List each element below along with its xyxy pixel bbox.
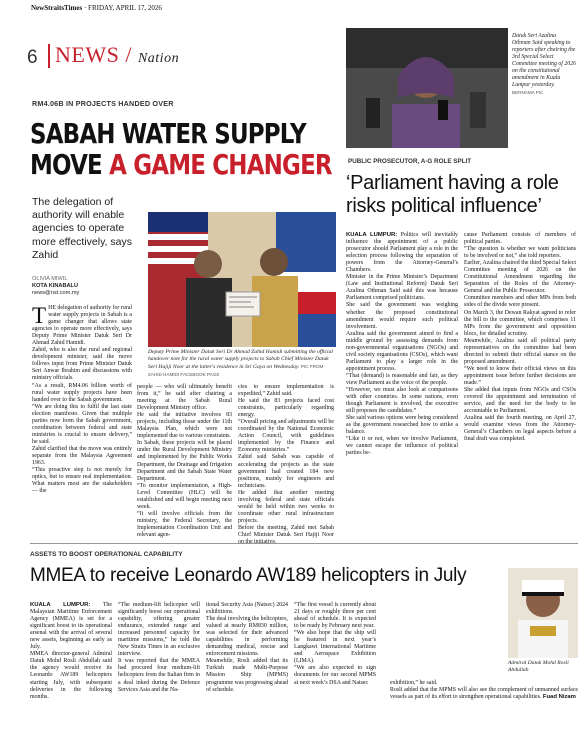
story2-col1-p: She said the government was weighing whether the proposed constitutional amendment would require such political involvement. xyxy=(346,302,458,330)
story1-headline-line2-red: A GAME CHANGER xyxy=(109,148,332,181)
story2-col1-p: “However, we must also look at comparisons with other countries. In some nations, even though Parliament is involved, the executive still proposes the candidates.” xyxy=(346,387,458,415)
story1-caption-credit: PIC FROM ZAHID HAMIDI FACEBOOK PAGE xyxy=(148,364,324,377)
story3-col4-p: “The first vessel is currently about 21 days or roughly three per cent ahead of schedule. It is expected to be ready by February next year. xyxy=(294,602,376,630)
story3-col3-p: tional Security Asia (Natsec) 2024 exhibitions. xyxy=(206,602,288,616)
story1-col2-p: In Sabah, these projects will be placed under the Rural Development Ministry and implemented by the Public Works Department, the Drainage and Irrigation Department and the Sabah State Water Department. xyxy=(137,440,232,482)
story1-kicker: RM4.06B IN PROJECTS HANDED OVER xyxy=(32,99,174,108)
story1-col1-p: “This proactive step is not merely for optics, but to ensure real implementation. What matters most are the stakeholders — the xyxy=(32,467,132,495)
byline-name: OLIVIA MIWIL xyxy=(32,276,68,282)
story1-col1-p: Zahid clarified that the move was entirely separate from the Malaysia Agreement 1963. xyxy=(32,445,132,467)
paper-name: NewStraitsTimes xyxy=(31,4,83,12)
masthead: NewStraitsTimes · FRIDAY, APRIL 17, 2026 xyxy=(31,4,162,12)
story3-headline: MMEA to receive Leonardo AW189 helicopters in July xyxy=(30,565,467,586)
story1-col1-p: Zahid, who is also the rural and regional development minister, said the move follows input from Prime Minister Datuk Seri Anwar Ibrahim and discussions with ministry officials. xyxy=(32,347,132,382)
story2-col2-p: cause Parliament consists of members of political parties. xyxy=(464,232,576,246)
story2-col2-p: Earlier, Azalina chaired the third Special Select Committee meeting of 2026 on the Constitutional Amendment regarding the Separation of the Roles of the Attorney-General and the Public Prosecutor. xyxy=(464,260,576,295)
story2-col1-p: Minister in the Prime Minister’s Department (Law and Institutional Reform) Datuk Seri Azalina Othman Said said this was because Parliament comprised politicians. xyxy=(346,274,458,302)
story3-col4-p: “We are also expected to sign documents for our second MPMS at next week’s DSA and Natsec xyxy=(294,665,376,686)
story3-col4 xyxy=(294,602,376,687)
story3-col4-p: “We also hope that the ship will be featured in next year’s Langkawi International Maritime and Aerospace Exhibition (LIMA). xyxy=(294,630,376,665)
page-number: 6 xyxy=(27,47,38,68)
story3-col5-p: exhibition,” he said. xyxy=(390,680,438,686)
story1-headline-line2-black: MOVE xyxy=(30,148,110,181)
story1-col2-p: people — who will ultimately benefit from it,” he said after chairing a meeting at the Sabah Rural Development Ministry office. xyxy=(137,384,232,412)
story1-col3-p: Before the meeting, Zahid met Sabah Chief Minister Datuk Seri Hajiji Noor xyxy=(238,524,334,538)
story1-col2-p: He said the initiative involves 83 projects, including those under the 11th Malaysia Plan, which were not implemented due to various constraints. xyxy=(137,412,232,440)
story1-col2-p: “To monitor implementation, a High-Level Committee (HLC) will be established and will begin meeting next week. xyxy=(137,482,232,510)
story1-col2-p: “It will involve officials from the ministry, the Federal Secretary, the Implementation Coordination Unit and relevant agen- xyxy=(137,510,232,538)
story1-col3-p: cies to ensure implementation is expedited,” Zahid said. xyxy=(238,384,334,398)
story1-photo xyxy=(148,212,336,347)
story2-photo xyxy=(346,28,508,148)
section-name: NEWS xyxy=(55,42,120,67)
story2-col2-p: On March 3, the Dewan Rakyat agreed to refer the bill to the committee, which comprises 11 MPs from the government and opposition blocs, for detailed scrutiny. xyxy=(464,309,576,337)
story1-byline xyxy=(32,276,142,297)
story1-col2 xyxy=(137,384,232,539)
story1-headline xyxy=(30,117,332,181)
story3-col5-p: Rosli added that the MPMS will also see the complement of unmanned surface vessels as part of its effort to strengthen operational capabilities. xyxy=(390,687,578,701)
story1-headline-line1: SABAH WATER SUPPLY xyxy=(30,117,306,150)
story2-top-caption xyxy=(512,33,576,97)
story2-col2 xyxy=(464,232,576,443)
story1-col1-p: “As a result, RM4.06 billion worth of rural water supply projects have been handed over to the Sabah government. xyxy=(32,382,132,403)
story3-col3-p: Meanwhile, Rosli added that its Turkish made Multi-Purpose Mission Ship (MPMS) programme was progressing ahead of schedule. xyxy=(206,658,288,693)
story2-col2-p: She added that inputs from NGOs and CSOs covered the appointment and termination of service, and the need for the body to be accountable to Parliament. xyxy=(464,387,576,415)
story3-photo-caption: Admiral Datuk Mohd Rosli Abdullah xyxy=(508,660,569,673)
story2-col2-p: Azalina said the fourth meeting, on April 27, would examine views from the Attorney-General’s Chambers on legal aspects before a final draft was completed. xyxy=(464,415,576,443)
story3-kicker: ASSETS TO BOOST OPERATIONAL CAPABILITY xyxy=(30,551,183,558)
story1-standfirst: The delegation of authority will enable agencies to operate more effectively, says Zahid xyxy=(32,196,132,261)
story3-signature: Fuad Nizam xyxy=(542,694,576,701)
story2-headline: ‘Parliament having a role risks political influence’ xyxy=(346,172,559,217)
story2-col1-p: “Like it or not, when we involve Parliament, we cannot escape the influence of political parties be- xyxy=(346,436,458,457)
section-rule xyxy=(48,44,50,68)
story1-col1 xyxy=(32,305,132,495)
section-label: NEWS / Nation xyxy=(55,42,180,67)
story3-col1-p: The Malaysian Maritime Enforcement Agency (MMEA) is set for a significant boost to its operational arsenal with the arrival of several new assets, beginning as early as July. xyxy=(30,602,112,651)
story2-caption-credit: BERNAMA PIC xyxy=(512,90,544,95)
section-sub: Nation xyxy=(137,51,180,66)
story2-col1 xyxy=(346,232,458,458)
story1-photo-caption xyxy=(148,349,336,379)
story1-col3-p: Zahid said Sabah was capable of accelerating the projects as the state government had created 184 new positions, mainly for engineers and technicians. xyxy=(238,454,334,489)
story3-photo xyxy=(508,568,578,658)
story2-dateline: KUALA LUMPUR: xyxy=(346,232,398,238)
story2-col1-p: She said various options were being considered as the government researched how to strike a balance. xyxy=(346,415,458,436)
story1-col1-p: “We are doing this to fulfil the last state election manifesto. Given that multiple parties now form the Sabah government, coordination between federal and state ministries is crucial to ensure delivery,” he said. xyxy=(32,403,132,445)
story3-col2-p: “The medium-lift helicopter will significantly boost our operational capability, offering greater endurance, extended range and increased personnel capacity for maritime missions,” he told the New Straits Times in an exclusive interview. xyxy=(118,602,200,658)
byline-email: news@nst.com.my xyxy=(32,290,80,296)
story2-col1-p: Azalina said the government aimed to find a middle ground by assessing demands from non-governmental organisations (NGOs) and civil society organisations (CSOs), which want Parliament to play a larger role in the appointment process. xyxy=(346,330,458,372)
section-divider xyxy=(30,543,578,544)
story3-dateline: KUALA LUMPUR: xyxy=(30,602,91,608)
story1-col3 xyxy=(238,384,334,546)
story2-col2-p: “The question is whether we want politicians to be involved or not,” she told reporters. xyxy=(464,246,576,260)
story1-caption-text: Deputy Prime Minister Datuk Seri Dr Ahmad Zahid Hamidi submitting the official handover note for the rural water supply projects to Sabah Chief Minister Datuk Seri Hajiji Noor at the latter's residence in Sri Gaya on Wednesday. xyxy=(148,349,333,370)
story2-col1-p: Politics will inevitably influence the appointment of a public prosecutor should Parliament play a role in the selection process following the separation of powers from the Attorney-General’s Chambers. xyxy=(346,232,458,274)
story2-caption-text: Datuk Seri Azalina Othman Said speaking to reporters after chairing the 3rd Special Select Committee meeting of 2026 on the constitutional amendment in Kuala Lumpur yesterday. xyxy=(512,33,576,88)
story3-col2 xyxy=(118,602,200,694)
story1-col3-p: He said the 83 projects faced cost constraints, particularly regarding energy. xyxy=(238,398,334,419)
story2-col2-p: Committee members and other MPs from both sides of the divide were present. xyxy=(464,295,576,309)
story3-col2-p: It was reported that the MMEA had procured four medium-lift helicopters from the Italian firm in a deal inked during the Defence Services Asia and the Na- xyxy=(118,658,200,693)
story2-kicker: PUBLIC PROSECUTOR, A-G ROLE SPLIT xyxy=(348,158,472,165)
story2-col1-p: “That (demand) is reasonable and fair, as they view Parliament as the voice of the people. xyxy=(346,372,458,386)
issue-date: FRIDAY, APRIL 17, 2026 xyxy=(88,4,162,12)
story3-col5 xyxy=(390,680,578,701)
story3-col1-p: MMEA director-general Admiral Datuk Mohd Rosli Abdullah said the agency would receive its Leonardo AW189 helicopters starting July, with subsequent deliveries in the following months. xyxy=(30,651,112,700)
dropcap: T xyxy=(32,303,47,328)
byline-place: KOTA KINABALU xyxy=(32,283,78,289)
story2-col2-p: Meanwhile, Azalina said all political party representatives on the committee had been directed to submit their official stance on the proposed amendment. xyxy=(464,337,576,365)
story1-col3-p: He added that another meeting involving federal and state officials would be held within two weeks to coordinate other rural infrastructure projects. xyxy=(238,489,334,524)
story1-col3-p: “Overall pricing and adjustments will be coordinated by the National Economic Action Council, with guidelines implemented by the Finance and Economy ministries.” xyxy=(238,419,334,454)
story3-col1 xyxy=(30,602,112,701)
story1-col1-p: HE delegation of authority for rural water supply projects in Sabah is a game changer that allows state agencies to operate more effectively, says Deputy Prime Minister Datuk Seri Dr Ahmad Zahid Hamidi. xyxy=(32,305,132,347)
story3-col3 xyxy=(206,602,288,694)
story2-col2-p: “We need to know their official views on this appointment issue before further decisions are made.” xyxy=(464,365,576,386)
story3-col3-p: The deal involving the helicopters, valued at nearly RM830 million, was selected for their advanced capabilities in performing demanding medical, rescue and enforcement missions. xyxy=(206,616,288,658)
